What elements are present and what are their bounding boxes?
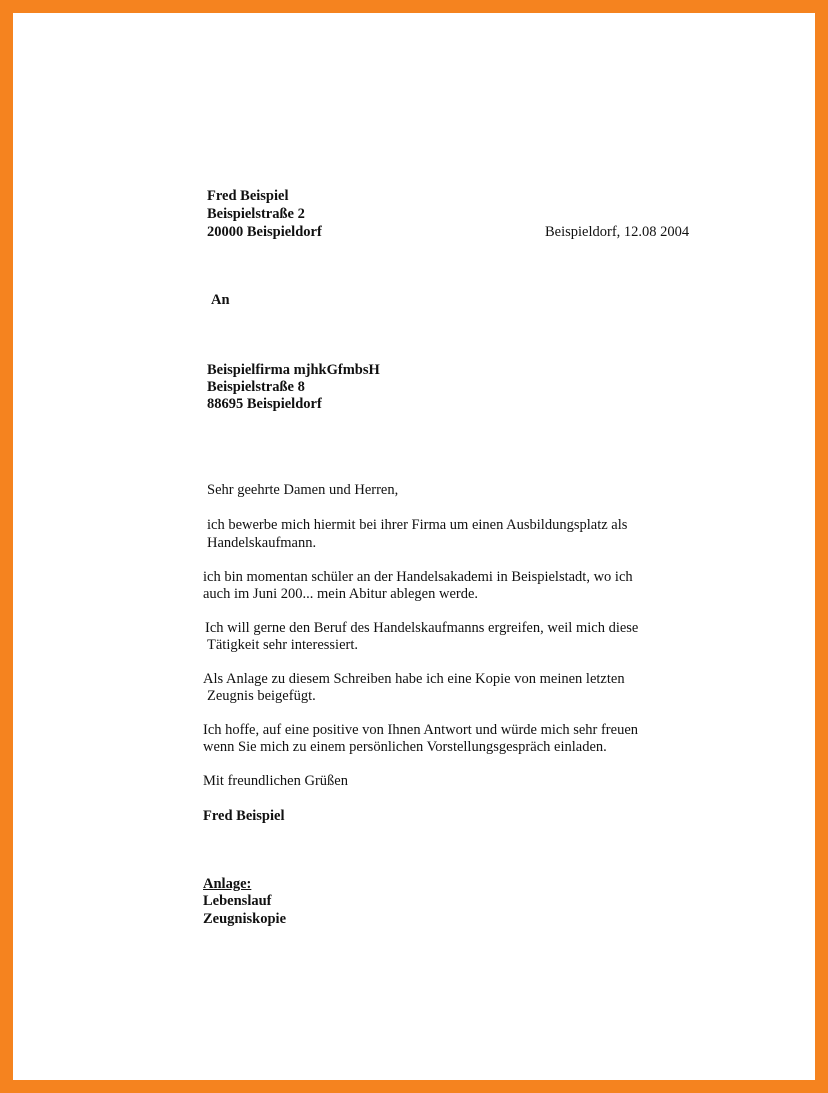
- date-line: Beispieldorf, 12.08 2004: [545, 224, 690, 240]
- attachment-item: Zeugniskopie: [203, 911, 286, 927]
- sender-street: Beispielstraße 2: [207, 206, 305, 222]
- salutation: Sehr geehrte Damen und Herren,: [207, 482, 399, 498]
- recipient-company: Beispielfirma mjhkGfmbsH: [207, 362, 380, 378]
- paragraph-3-line-1: Ich will gerne den Beruf des Handelskaufmanns ergreifen, weil mich diese: [205, 620, 639, 636]
- paragraph-1-line-2: Handelskaufmann.: [207, 535, 317, 551]
- paragraph-3-line-2: Tätigkeit sehr interessiert.: [207, 637, 358, 653]
- paragraph-5-line-2: wenn Sie mich zu einem persönlichen Vorstellungsgespräch einladen.: [203, 739, 607, 755]
- paragraph-4-line-1: Als Anlage zu diesem Schreiben habe ich eine Kopie von meinen letzten: [203, 671, 625, 687]
- to-label: An: [211, 292, 230, 308]
- attachments-label: Anlage:: [203, 876, 252, 892]
- sender-name: Fred Beispiel: [207, 188, 289, 204]
- recipient-city: 88695 Beispieldorf: [207, 396, 322, 412]
- signature: Fred Beispiel: [203, 808, 285, 824]
- sender-city: 20000 Beispieldorf: [207, 224, 322, 240]
- paragraph-2-line-2: auch im Juni 200... mein Abitur ablegen werde.: [203, 586, 479, 602]
- paragraph-4-line-2: Zeugnis beigefügt.: [207, 688, 316, 704]
- paragraph-1-line-1: ich bewerbe mich hiermit bei ihrer Firma um einen Ausbildungsplatz als: [207, 517, 628, 533]
- closing: Mit freundlichen Grüßen: [203, 773, 348, 789]
- recipient-street: Beispielstraße 8: [207, 379, 305, 395]
- attachment-item: Lebenslauf: [203, 893, 272, 909]
- paragraph-5-line-1: Ich hoffe, auf eine positive von Ihnen Antwort und würde mich sehr freuen: [203, 722, 639, 738]
- paragraph-2-line-1: ich bin momentan schüler an der Handelsakademi in Beispielstadt, wo ich: [203, 569, 633, 585]
